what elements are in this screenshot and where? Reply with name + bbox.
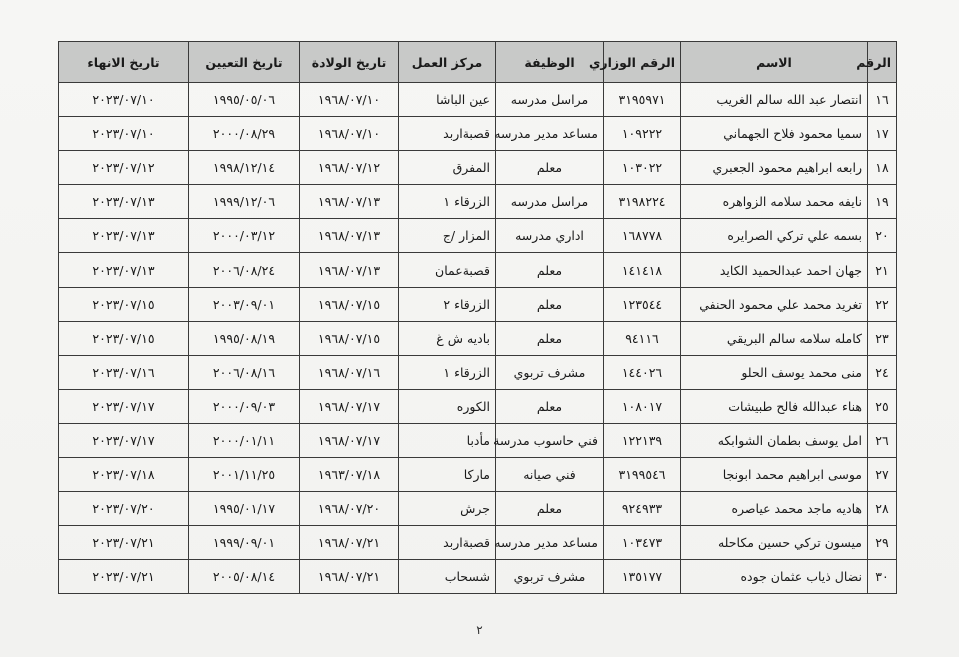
cell-birth-date: ١٩٦٣/٠٧/١٨ bbox=[300, 458, 399, 492]
cell-birth-date: ١٩٦٨/٠٧/١٥ bbox=[300, 287, 399, 321]
header-appointment-date: تاريخ التعيين bbox=[189, 42, 300, 83]
cell-ministry-code: ١٦٨٧٧٨ bbox=[604, 219, 681, 253]
cell-job: معلم bbox=[496, 492, 604, 526]
cell-job: معلم bbox=[496, 151, 604, 185]
cell-workplace: قصبةعمان bbox=[399, 253, 496, 287]
cell-end-date: ٢٠٢٣/٠٧/١٣ bbox=[59, 253, 189, 287]
table-row bbox=[59, 185, 897, 219]
cell-num: ٢٣ bbox=[868, 321, 897, 355]
table-row bbox=[59, 560, 897, 594]
cell-birth-date: ١٩٦٨/٠٧/١٠ bbox=[300, 117, 399, 151]
cell-appointment-date: ٢٠٠٠/٠٣/١٢ bbox=[189, 219, 300, 253]
cell-name: بسمه علي تركي الصرايره bbox=[681, 219, 868, 253]
cell-end-date: ٢٠٢٣/٠٧/١٠ bbox=[59, 117, 189, 151]
cell-ministry-code: ١٠٣٤٧٣ bbox=[604, 526, 681, 560]
cell-end-date: ٢٠٢٣/٠٧/١٧ bbox=[59, 423, 189, 457]
cell-num: ٢٢ bbox=[868, 287, 897, 321]
cell-num: ٢٧ bbox=[868, 458, 897, 492]
cell-name: منى محمد يوسف الحلو bbox=[681, 355, 868, 389]
cell-birth-date: ١٩٦٨/٠٧/١٦ bbox=[300, 355, 399, 389]
table-row bbox=[59, 492, 897, 526]
cell-workplace: قصبةاربد bbox=[399, 526, 496, 560]
cell-name: نايفه محمد سلامه الزواهره bbox=[681, 185, 868, 219]
cell-workplace: الكوره bbox=[399, 389, 496, 423]
cell-num: ١٨ bbox=[868, 151, 897, 185]
cell-workplace: شسحاب bbox=[399, 560, 496, 594]
cell-ministry-code: ١٢٢١٣٩ bbox=[604, 423, 681, 457]
cell-name: انتصار عبد الله سالم الغريب bbox=[681, 83, 868, 117]
cell-ministry-code: ٩٢٤٩٣٣ bbox=[604, 492, 681, 526]
cell-name: نضال ذياب عثمان جوده bbox=[681, 560, 868, 594]
cell-appointment-date: ٢٠٠٠/٠١/١١ bbox=[189, 423, 300, 457]
cell-end-date: ٢٠٢٣/٠٧/٢٠ bbox=[59, 492, 189, 526]
cell-birth-date: ١٩٦٨/٠٧/١٠ bbox=[300, 83, 399, 117]
retirement-table bbox=[58, 41, 897, 594]
cell-workplace: الزرقاء ٢ bbox=[399, 287, 496, 321]
cell-ministry-code: ١٠٩٢٢٢ bbox=[604, 117, 681, 151]
cell-job: معلم bbox=[496, 321, 604, 355]
cell-job: معلم bbox=[496, 389, 604, 423]
table-row bbox=[59, 151, 897, 185]
table-row bbox=[59, 253, 897, 287]
cell-appointment-date: ٢٠٠٦/٠٨/٢٤ bbox=[189, 253, 300, 287]
cell-ministry-code: ٣١٩٥٩٧١ bbox=[604, 83, 681, 117]
cell-ministry-code: ١٠٣٠٢٢ bbox=[604, 151, 681, 185]
table-header-row bbox=[59, 42, 897, 83]
cell-name: هناء عبدالله فالح طبيشات bbox=[681, 389, 868, 423]
cell-end-date: ٢٠٢٣/٠٧/١٦ bbox=[59, 355, 189, 389]
cell-job: مساعد مدير مدرسه bbox=[496, 117, 604, 151]
cell-birth-date: ١٩٦٨/٠٧/١٣ bbox=[300, 219, 399, 253]
cell-num: ١٩ bbox=[868, 185, 897, 219]
cell-num: ٢٦ bbox=[868, 423, 897, 457]
cell-num: ٢٨ bbox=[868, 492, 897, 526]
table-row bbox=[59, 423, 897, 457]
cell-name: تغريد محمد علي محمود الحنفي bbox=[681, 287, 868, 321]
cell-workplace: المفرق bbox=[399, 151, 496, 185]
table-row bbox=[59, 117, 897, 151]
cell-workplace: عين الباشا bbox=[399, 83, 496, 117]
cell-appointment-date: ١٩٩٥/٠٥/٠٦ bbox=[189, 83, 300, 117]
table-row bbox=[59, 355, 897, 389]
cell-ministry-code: ١٣٥١٧٧ bbox=[604, 560, 681, 594]
header-end-date: تاريخ الانهاء bbox=[59, 42, 189, 83]
header-job: الوظيفة bbox=[496, 42, 604, 83]
cell-birth-date: ١٩٦٨/٠٧/٢٠ bbox=[300, 492, 399, 526]
cell-appointment-date: ١٩٩٥/٠١/١٧ bbox=[189, 492, 300, 526]
cell-job: مراسل مدرسه bbox=[496, 185, 604, 219]
cell-job: فني صيانه bbox=[496, 458, 604, 492]
cell-birth-date: ١٩٦٨/٠٧/١٣ bbox=[300, 253, 399, 287]
cell-appointment-date: ١٩٩٥/٠٨/١٩ bbox=[189, 321, 300, 355]
cell-end-date: ٢٠٢٣/٠٧/١٣ bbox=[59, 219, 189, 253]
header-birth-date: تاريخ الولادة bbox=[300, 42, 399, 83]
cell-num: ١٦ bbox=[868, 83, 897, 117]
cell-num: ٢٤ bbox=[868, 355, 897, 389]
cell-name: سميا محمود فلاح الجهماني bbox=[681, 117, 868, 151]
table-row bbox=[59, 83, 897, 117]
cell-appointment-date: ١٩٩٩/١٢/٠٦ bbox=[189, 185, 300, 219]
cell-birth-date: ١٩٦٨/٠٧/١٢ bbox=[300, 151, 399, 185]
cell-birth-date: ١٩٦٨/٠٧/١٥ bbox=[300, 321, 399, 355]
cell-workplace: المزار /ج bbox=[399, 219, 496, 253]
table-row bbox=[59, 321, 897, 355]
header-num: الرقم bbox=[868, 42, 897, 83]
cell-name: ميسون تركي حسين مكاحله bbox=[681, 526, 868, 560]
header-name: الاسم bbox=[681, 42, 868, 83]
cell-workplace: باديه ش غ bbox=[399, 321, 496, 355]
cell-appointment-date: ٢٠٠٦/٠٨/١٦ bbox=[189, 355, 300, 389]
cell-ministry-code: ١٤١٤١٨ bbox=[604, 253, 681, 287]
cell-birth-date: ١٩٦٨/٠٧/١٣ bbox=[300, 185, 399, 219]
cell-job: مراسل مدرسه bbox=[496, 83, 604, 117]
cell-workplace: الزرقاء ١ bbox=[399, 355, 496, 389]
cell-appointment-date: ٢٠٠٠/٠٩/٠٣ bbox=[189, 389, 300, 423]
table-row bbox=[59, 458, 897, 492]
cell-end-date: ٢٠٢٣/٠٧/٢١ bbox=[59, 560, 189, 594]
cell-name: موسى ابراهيم محمد ابونجا bbox=[681, 458, 868, 492]
cell-job: مشرف تربوي bbox=[496, 355, 604, 389]
cell-ministry-code: ١٤٤٠٢٦ bbox=[604, 355, 681, 389]
cell-name: جهان احمد عبدالحميد الكايد bbox=[681, 253, 868, 287]
cell-job: معلم bbox=[496, 253, 604, 287]
cell-appointment-date: ١٩٩٨/١٢/١٤ bbox=[189, 151, 300, 185]
table-row bbox=[59, 526, 897, 560]
cell-job: فني حاسوب مدرسة bbox=[496, 423, 604, 457]
cell-workplace: ماركا bbox=[399, 458, 496, 492]
cell-name: رابعه ابراهيم محمود الجعبري bbox=[681, 151, 868, 185]
cell-end-date: ٢٠٢٣/٠٧/١٠ bbox=[59, 83, 189, 117]
cell-num: ٢٠ bbox=[868, 219, 897, 253]
table-row bbox=[59, 287, 897, 321]
cell-num: ٣٠ bbox=[868, 560, 897, 594]
cell-workplace: مأدبا bbox=[399, 423, 496, 457]
cell-ministry-code: ٣١٩٩٥٤٦ bbox=[604, 458, 681, 492]
cell-workplace: جرش bbox=[399, 492, 496, 526]
cell-appointment-date: ٢٠٠٠/٠٨/٢٩ bbox=[189, 117, 300, 151]
cell-end-date: ٢٠٢٣/٠٧/١٣ bbox=[59, 185, 189, 219]
cell-job: معلم bbox=[496, 287, 604, 321]
cell-end-date: ٢٠٢٣/٠٧/١٨ bbox=[59, 458, 189, 492]
cell-workplace: الزرقاء ١ bbox=[399, 185, 496, 219]
cell-num: ٢٩ bbox=[868, 526, 897, 560]
page-number: ٢ bbox=[476, 623, 483, 637]
cell-num: ١٧ bbox=[868, 117, 897, 151]
cell-appointment-date: ٢٠٠٥/٠٨/١٤ bbox=[189, 560, 300, 594]
cell-job: مساعد مدير مدرسه bbox=[496, 526, 604, 560]
cell-job: مشرف تربوي bbox=[496, 560, 604, 594]
cell-num: ٢١ bbox=[868, 253, 897, 287]
cell-name: امل يوسف بطمان الشوابكه bbox=[681, 423, 868, 457]
cell-appointment-date: ٢٠٠٣/٠٩/٠١ bbox=[189, 287, 300, 321]
cell-ministry-code: ١٢٣٥٤٤ bbox=[604, 287, 681, 321]
cell-birth-date: ١٩٦٨/٠٧/١٧ bbox=[300, 423, 399, 457]
cell-num: ٢٥ bbox=[868, 389, 897, 423]
table-row bbox=[59, 389, 897, 423]
cell-end-date: ٢٠٢٣/٠٧/١٥ bbox=[59, 321, 189, 355]
header-workplace: مركز العمل bbox=[399, 42, 496, 83]
table-row bbox=[59, 219, 897, 253]
cell-ministry-code: ٩٤١١٦ bbox=[604, 321, 681, 355]
cell-birth-date: ١٩٦٨/٠٧/٢١ bbox=[300, 560, 399, 594]
cell-name: هاديه ماجد محمد عياصره bbox=[681, 492, 868, 526]
header-ministry-code: الرقم الوزاري bbox=[604, 42, 681, 83]
cell-workplace: قصبةاربد bbox=[399, 117, 496, 151]
cell-end-date: ٢٠٢٣/٠٧/١٧ bbox=[59, 389, 189, 423]
cell-appointment-date: ١٩٩٩/٠٩/٠١ bbox=[189, 526, 300, 560]
cell-job: اداري مدرسه bbox=[496, 219, 604, 253]
cell-name: كامله سلامه سالم البريقي bbox=[681, 321, 868, 355]
cell-ministry-code: ٣١٩٨٢٢٤ bbox=[604, 185, 681, 219]
cell-birth-date: ١٩٦٨/٠٧/١٧ bbox=[300, 389, 399, 423]
cell-birth-date: ١٩٦٨/٠٧/٢١ bbox=[300, 526, 399, 560]
cell-ministry-code: ١٠٨٠١٧ bbox=[604, 389, 681, 423]
cell-end-date: ٢٠٢٣/٠٧/١٢ bbox=[59, 151, 189, 185]
cell-end-date: ٢٠٢٣/٠٧/٢١ bbox=[59, 526, 189, 560]
cell-appointment-date: ٢٠٠١/١١/٢٥ bbox=[189, 458, 300, 492]
cell-end-date: ٢٠٢٣/٠٧/١٥ bbox=[59, 287, 189, 321]
